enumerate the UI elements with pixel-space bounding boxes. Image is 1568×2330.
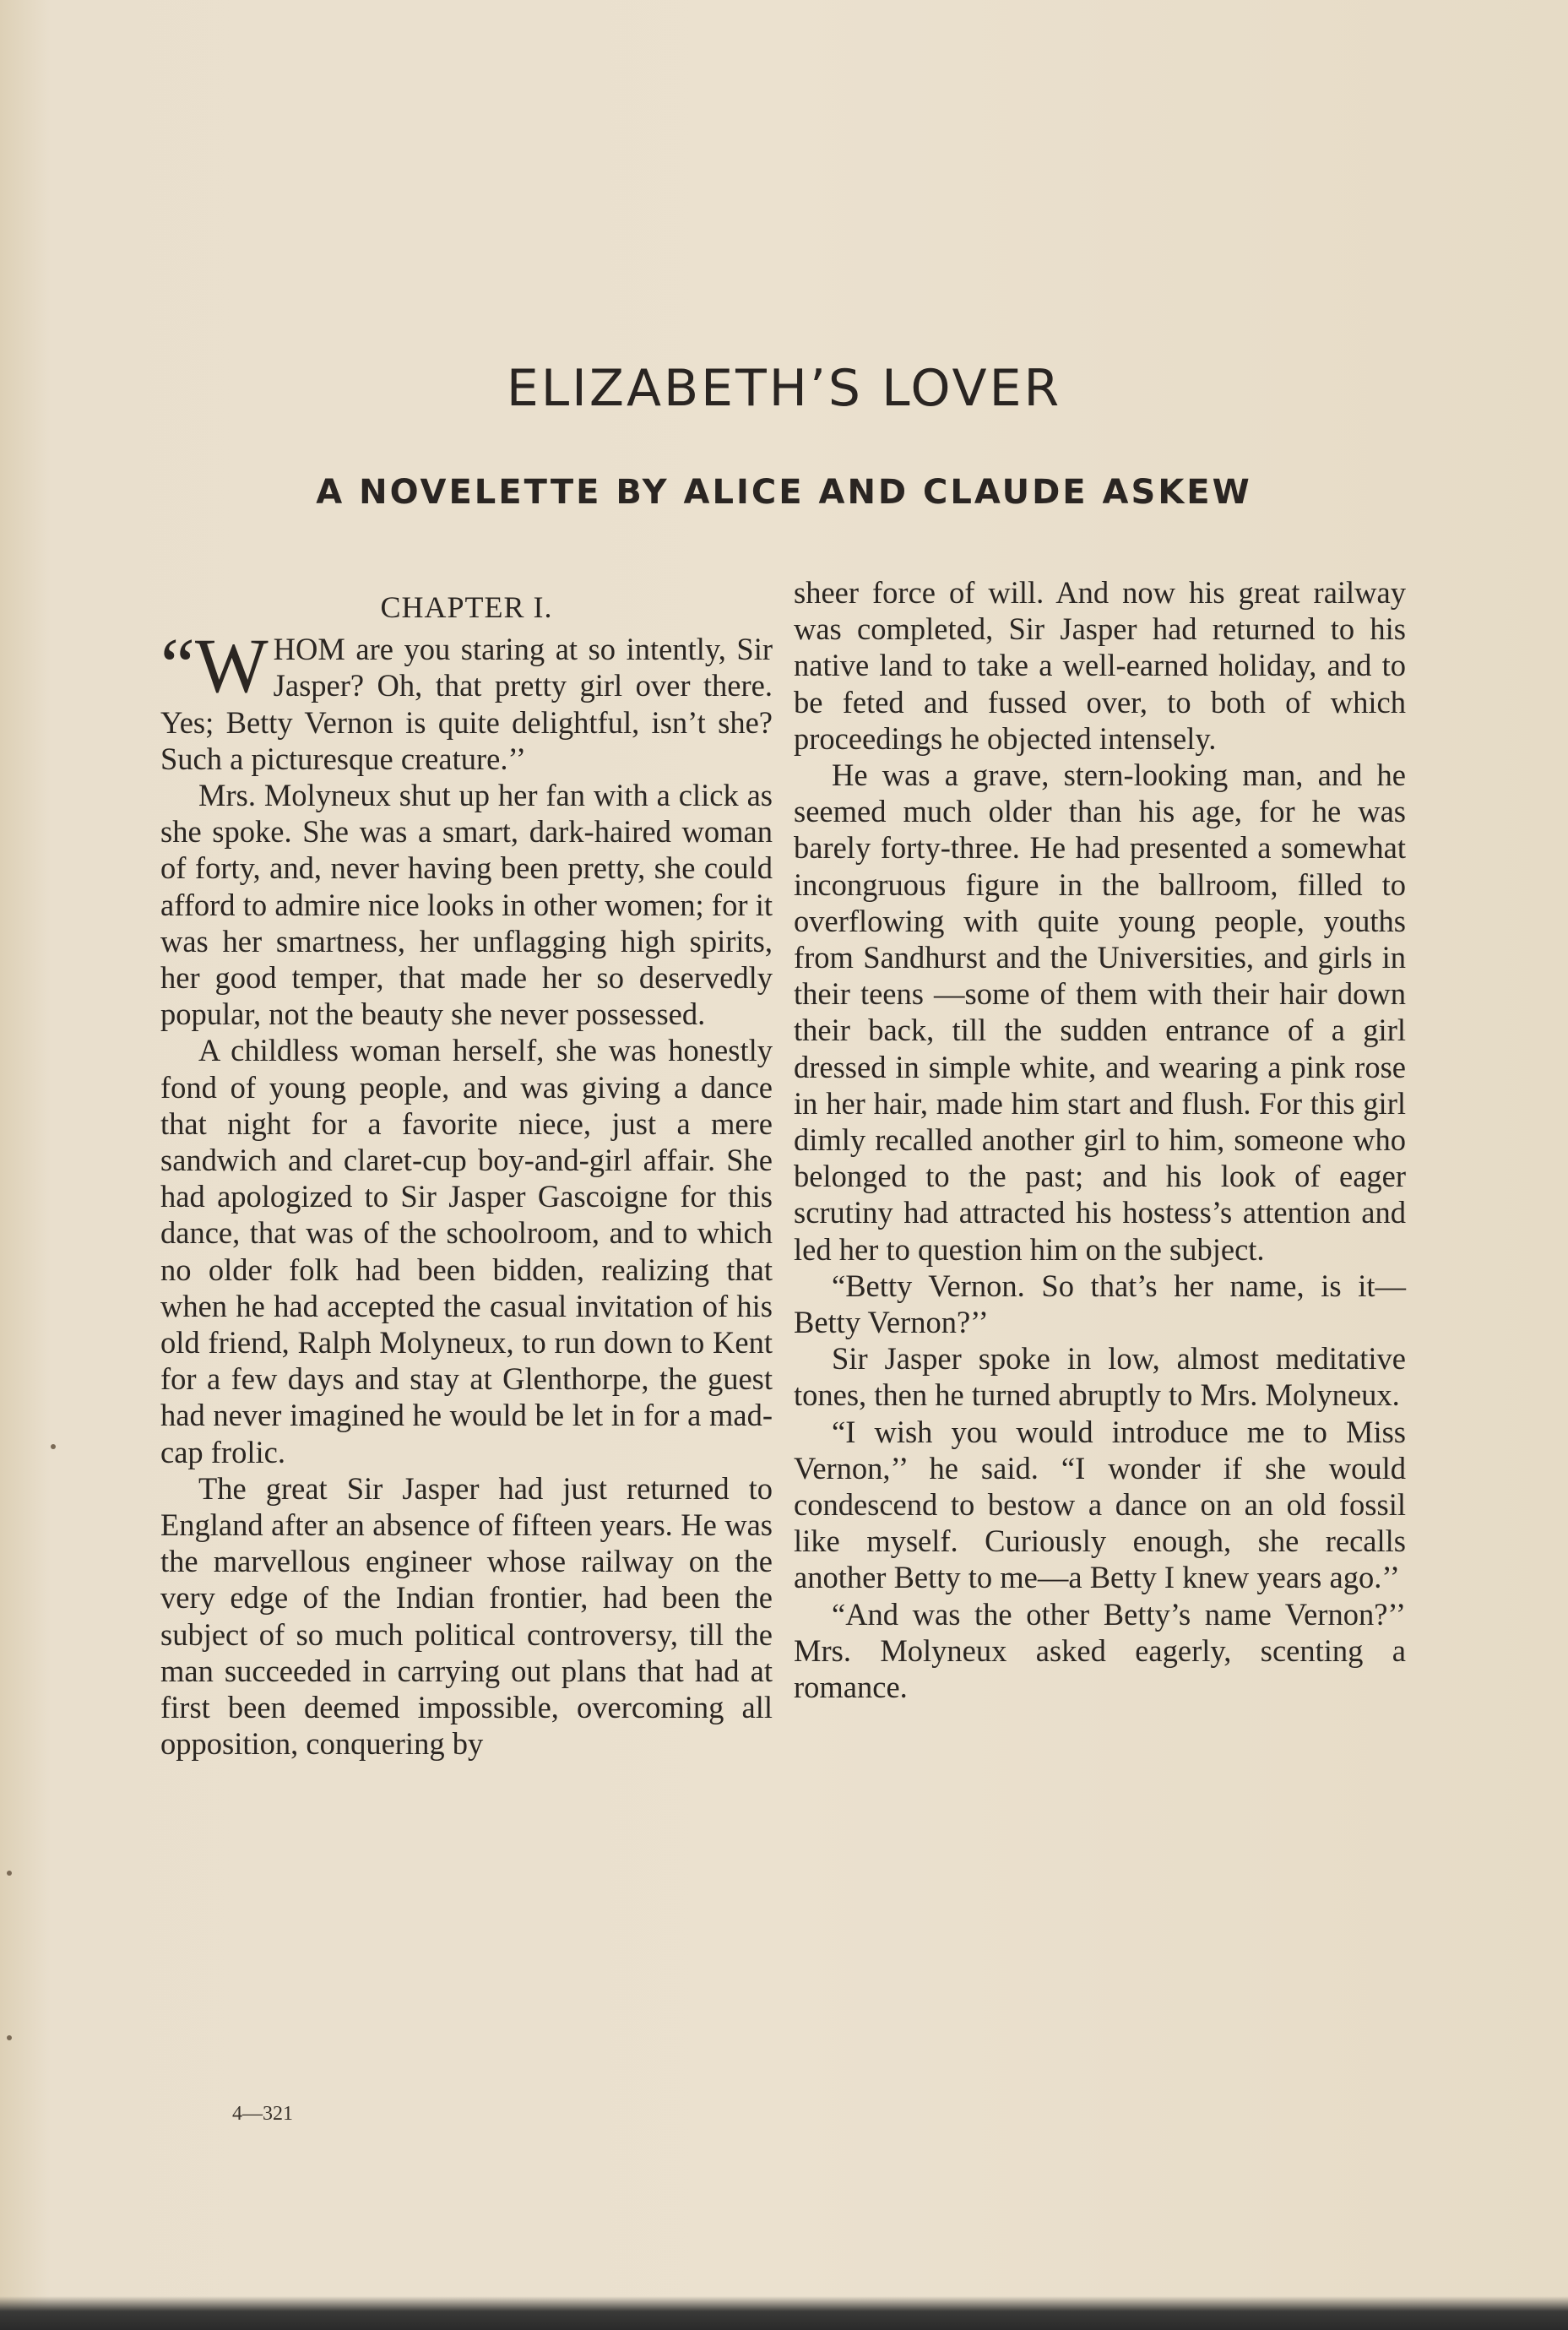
paragraph: The great Sir Jasper had just returned to England after an absence of fifteen years. He was the marvellous engineer whose railway on the very edge of the Indian frontier, had been the subject of so much political controversy, till the man succeeded in carrying out plans that had at first been deemed impossible, overcoming all opposition, conquering by bbox=[160, 1470, 773, 1762]
paragraph: “I wish you would introduce me to Miss Vernon,’’ he said. “I wonder if she would condescend to bestow a dance on an old fossil like myself. Curiously enough, she recalls another Betty to me—a Betty I knew years ago.’’ bbox=[794, 1414, 1406, 1595]
paper-speck bbox=[7, 1871, 12, 1876]
paragraph: “And was the other Betty’s name Vernon?’’ Mrs. Molyneux asked eagerly, scenting a romance. bbox=[794, 1596, 1406, 1705]
paper-speck bbox=[51, 1444, 56, 1449]
article-byline: A NOVELETTE BY ALICE AND CLAUDE ASKEW bbox=[316, 473, 1252, 512]
paragraph: Sir Jasper spoke in low, almost meditative tones, then he turned abruptly to Mrs. Molyneux. bbox=[794, 1341, 1406, 1413]
paragraph bbox=[160, 622, 773, 777]
chapter-heading: CHAPTER I. bbox=[380, 590, 553, 624]
paragraph: sheer force of will. And now his great railway was completed, Sir Jasper had returned to his native land to take a well-earned holiday, and to be feted and fussed over, to both of which proceedings he objected intensely. bbox=[794, 575, 1406, 756]
paragraph: He was a grave, stern-looking man, and he seemed much older than his age, for he was barely forty-three. He had presented a somewhat incongruous figure in the ballroom, filled to overflowing with quite young people, youths from Sandhurst and the Universities, and girls in their teens —some of them with their hair down their back, till the sudden entrance of a girl dressed in simple white, and wearing a pink rose in her hair, made him start and flush. For this girl dimly recalled another girl to him, someone who belonged to the past; and his look of eager scrutiny had attracted his hostess’s attention and led her to question him on the subject. bbox=[794, 758, 1406, 1267]
paragraph: Mrs. Molyneux shut up her fan with a click as she spoke. She was a smart, dark-haired woman of forty, and, never having been pretty, she could afford to admire nice looks in other women; for it was her smartness, her unflagging high spirits, her good temper, that made her so deservedly popular, not the beauty she never possessed. bbox=[160, 778, 773, 1032]
scan-bottom-edge bbox=[0, 2296, 1568, 2330]
paragraph: A childless woman herself, she was honestly fond of young people, and was giving a dance that night for a favorite niece, just a mere sandwich and claret-cup boy-and-girl affair. She had apologized to Sir Jasper Gascoigne for this dance, that was of the schoolroom, and to which no older folk had been bidden, realizing that when he had accepted the casual invitation of his old friend, Ralph Molyneux, to run down to Kent for a few days and stay at Glenthorpe, the guest had never imagined he would be let in for a mad-cap frolic. bbox=[160, 1033, 773, 1469]
right-column bbox=[794, 574, 1406, 1705]
paragraph: “Betty Vernon. So that’s her name, is it—Betty Vernon?’’ bbox=[794, 1268, 1406, 1340]
article-title: ELIZABETH’S LOVER bbox=[506, 359, 1062, 418]
paragraph-text: HOM are you staring at so intently, Sir Jasper? Oh, that pretty girl over there. Yes; Betty Vernon is quite delightful, isn’t she? Such a picturesque creature.’’ bbox=[160, 632, 773, 776]
paper-speck bbox=[7, 2035, 12, 2040]
drop-cap: “W bbox=[160, 622, 269, 709]
folio-number: 4—321 bbox=[232, 2103, 293, 2125]
left-column bbox=[160, 583, 773, 1762]
